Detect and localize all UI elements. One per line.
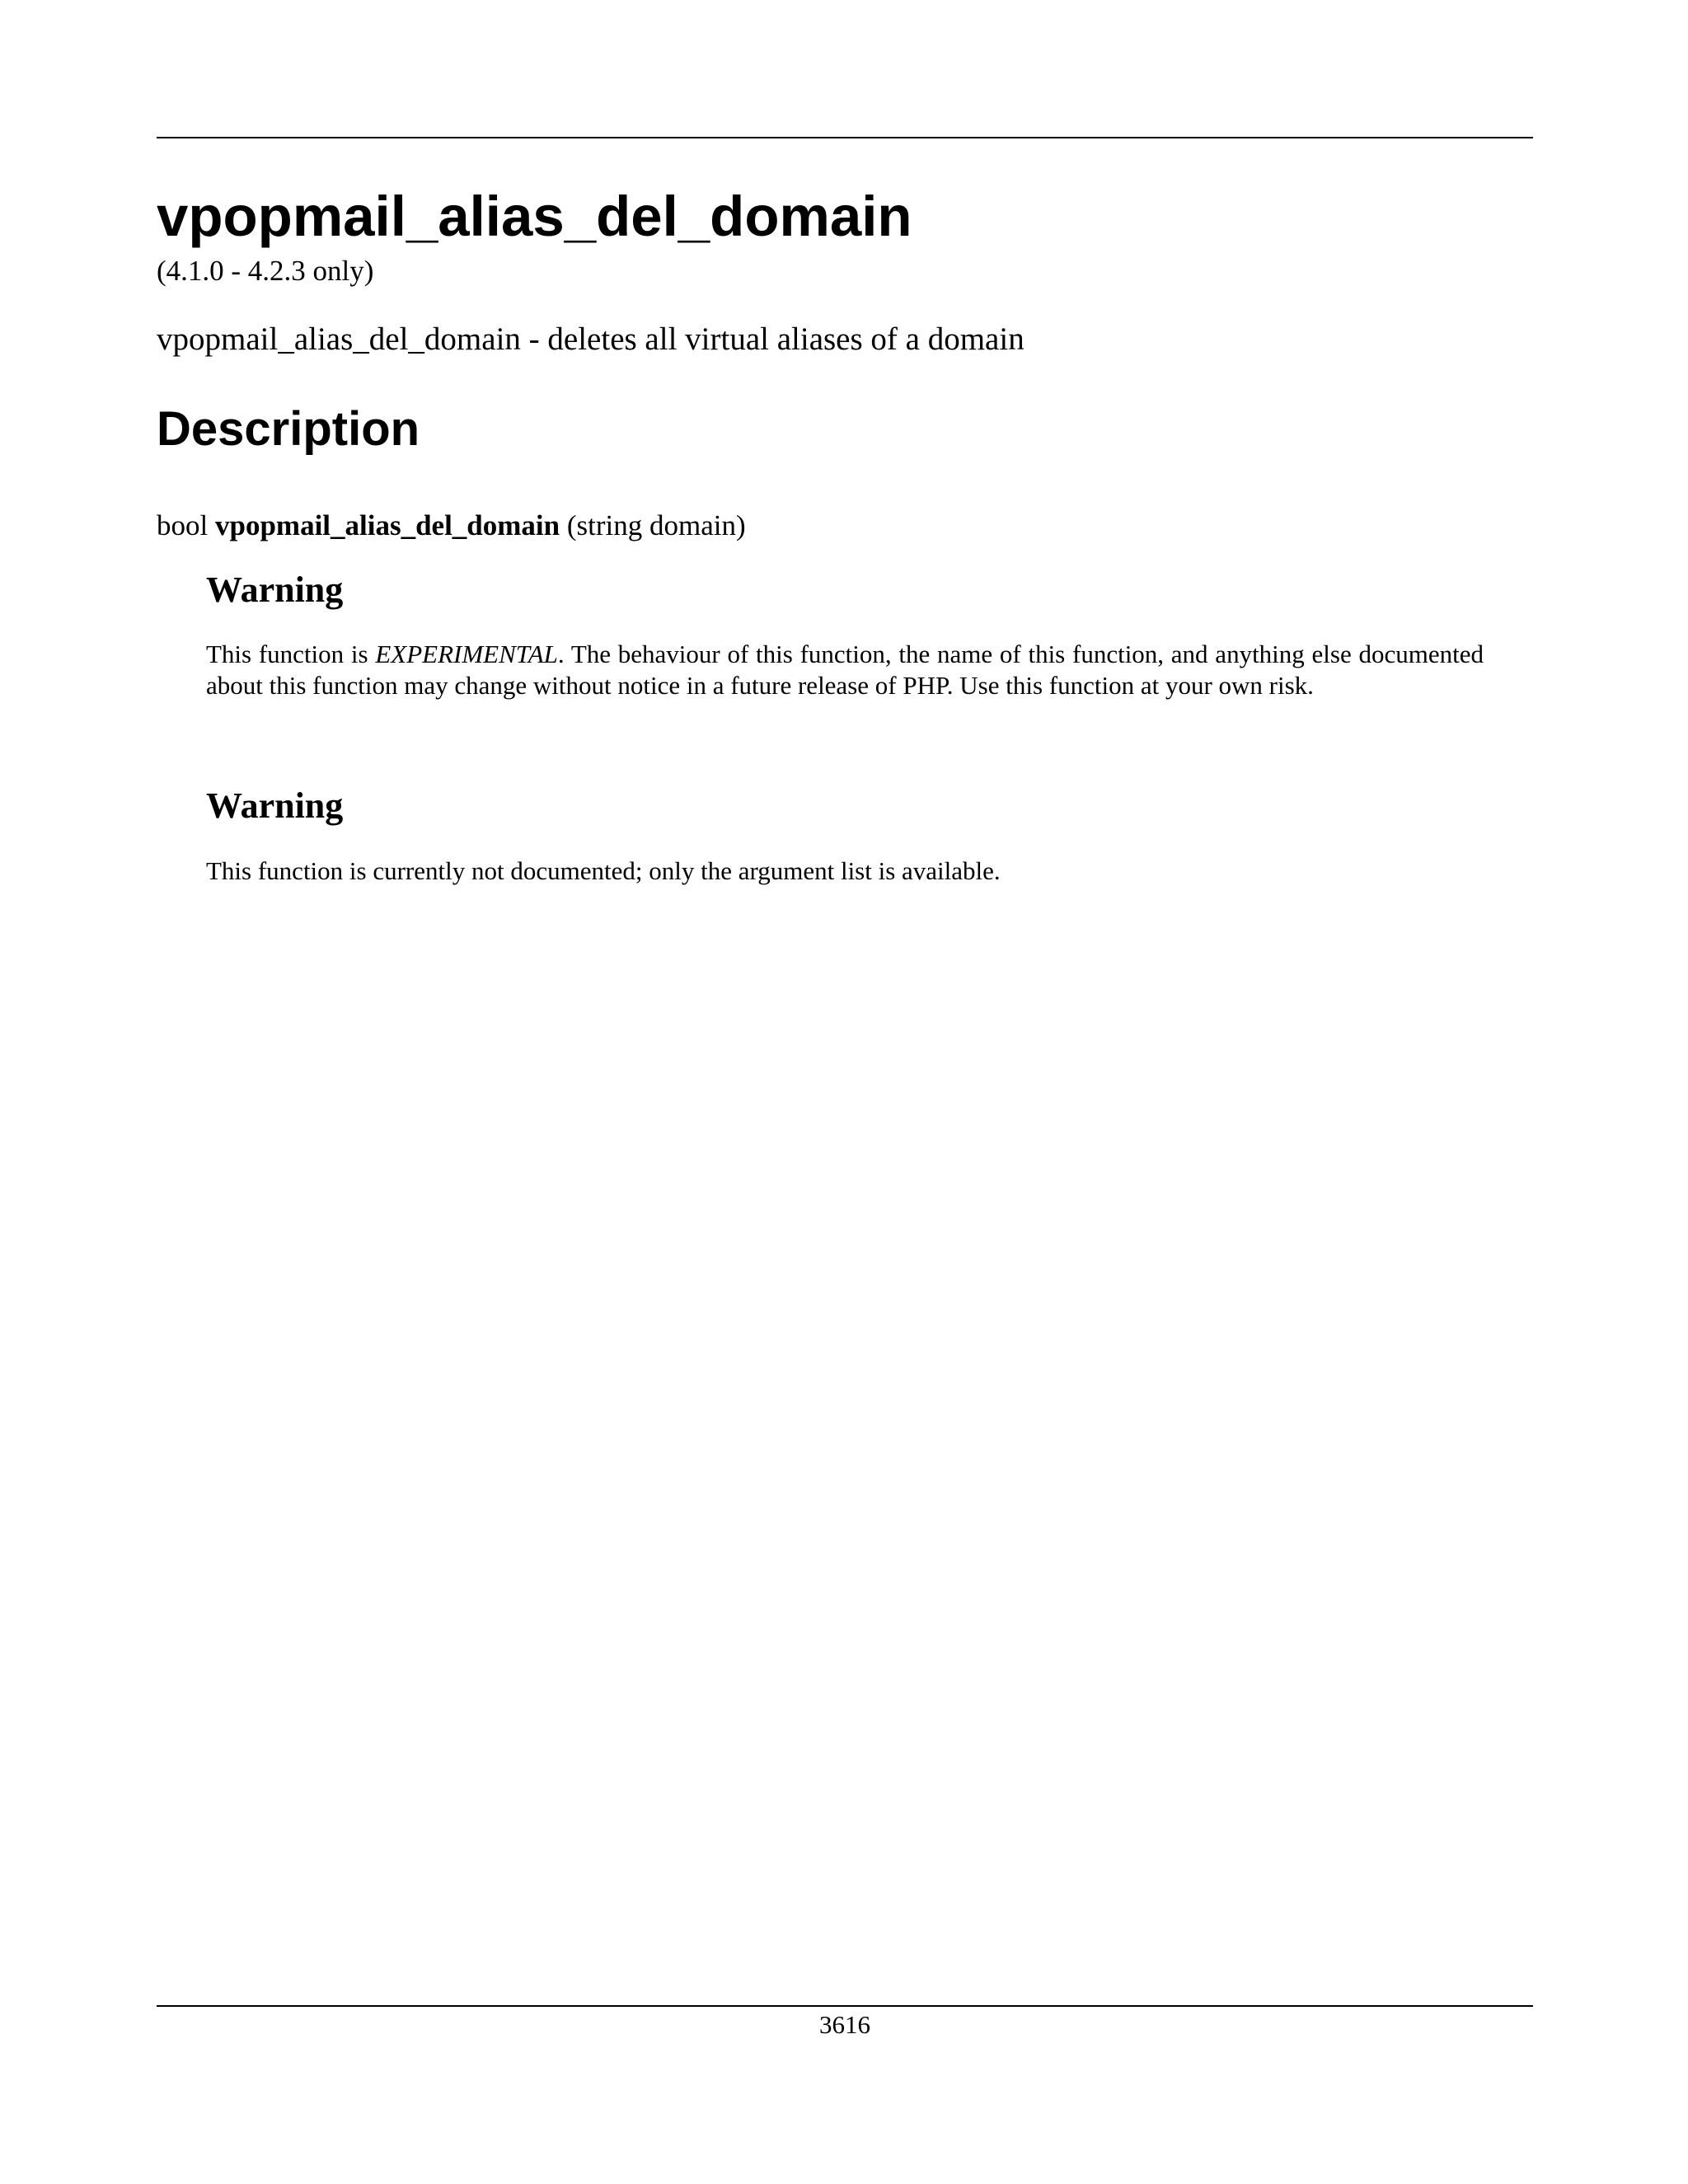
- function-synopsis: [157, 510, 746, 542]
- function-name: vpopmail_alias_del_domain: [214, 509, 560, 541]
- warning-text-experimental: [206, 639, 1484, 701]
- page-number: 3616: [819, 2010, 870, 2039]
- return-type: bool: [157, 509, 209, 541]
- section-heading-description: Description: [157, 402, 420, 456]
- warning-text-end: . The behaviour of this function, the name of this function, and anything else documented about this function may change without notice in a future release of PHP. Use this function at your own risk.: [206, 640, 1484, 700]
- page-title: vpopmail_alias_del_domain: [157, 185, 912, 248]
- warning-text-start: This function is: [206, 640, 376, 668]
- function-params: (string domain): [566, 509, 746, 541]
- warning-title-experimental: Warning: [206, 569, 344, 610]
- version-info: (4.1.0 - 4.2.3 only): [157, 255, 374, 287]
- warning-emphasis: EXPERIMENTAL: [375, 640, 558, 668]
- warning-text-undocumented: This function is currently not documented; only the argument list is available.: [206, 856, 1001, 885]
- function-summary: vpopmail_alias_del_domain - deletes all virtual aliases of a domain: [157, 321, 1025, 357]
- warning-title-undocumented: Warning: [206, 785, 344, 826]
- header-rule: [157, 137, 1533, 138]
